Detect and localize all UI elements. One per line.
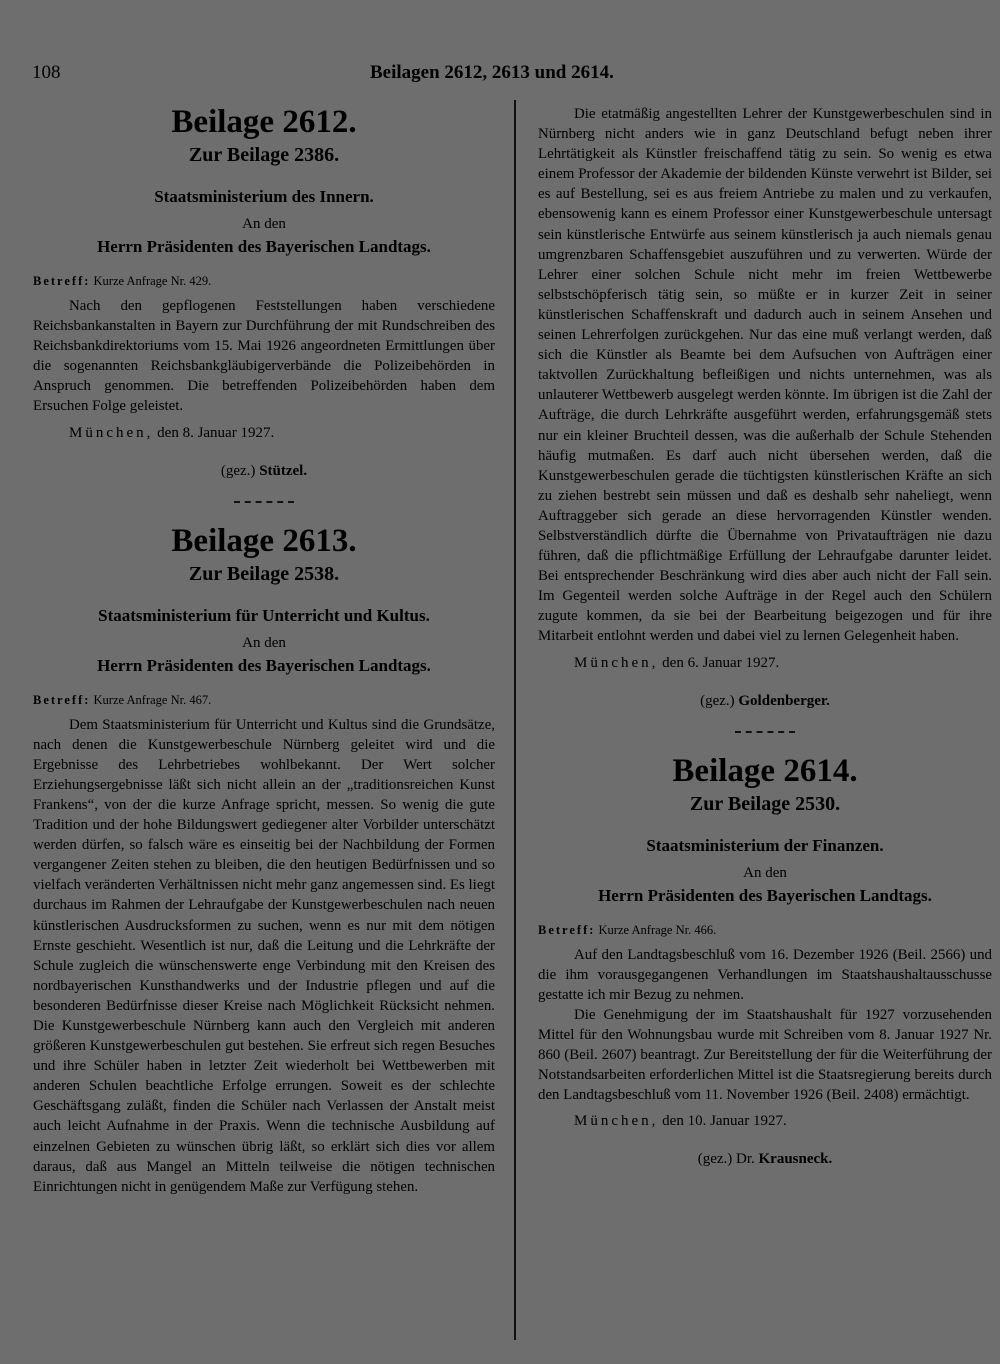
date-text: den 8. Januar 1927.	[157, 424, 275, 441]
section-separator	[234, 501, 294, 503]
subject-line	[33, 272, 495, 290]
subject-label: Betreff:	[33, 692, 91, 707]
signature-name: Krausneck.	[758, 1151, 833, 1168]
beilage-2612	[33, 104, 495, 481]
ministry-name: Staatsministerium für Unterricht und Kultus.	[98, 605, 430, 625]
addressee: Herrn Präsidenten des Bayerischen Landtags.	[598, 885, 932, 905]
beilage-title: Beilage 2614.	[672, 752, 858, 789]
signature	[538, 1149, 992, 1169]
body-paragraph: Die Genehmigung der im Staatshaushalt für 1927 vorzusehenden Mittel für den Wohnungsbau wurde mit Schreiben vom 8. Januar 1927 Nr. 860 (Beil. 2607) beantragt. Zur Bereitstellung der für die Weiterführung der Notstandsarbeiten erforderlichen Mittel ist die Staatsregierung bereits durch den Landtagsbeschluß vom 11. November 1926 (Beil. 2408) ermächtigt.	[538, 1006, 992, 1104]
beilage-title: Beilage 2613.	[171, 522, 357, 559]
subject-text: Kurze Anfrage Nr. 429.	[93, 274, 212, 288]
body-paragraph: Auf den Landtagsbeschluß vom 16. Dezember 1926 (Beil. 2566) und die ihm vorausgegangenen Verhandlungen im Staatshaushaltausschusse gestatte ich mir Bezug zu nehmen.	[538, 946, 992, 1003]
date-text: den 6. Januar 1927.	[662, 654, 780, 671]
body-paragraph: Nach den gepflogenen Feststellungen haben verschiedene Reichsbankanstalten in Bayern zur Durchführung der mit Rundschreiben des Reichsbankdirektoriums vom 15. Mai 1926 angeordneten Ermittlungen über die sogenannten Reichsbankgläubigerverbände die Polizeibehörden in Anspruch genommen. Die betreffenden Polizeibehörden haben dem Ersuchen Folge geleistet.	[33, 298, 495, 415]
right-column	[538, 104, 992, 1169]
page-header	[32, 62, 970, 88]
body-paragraph: Die etatmäßig angestellten Lehrer der Kunstgewerbeschulen sind in Nürnberg nicht anders wie in ganz Deutschland befugt neben ihrer Lehrtätigkeit als Künstler freischaffend tätig zu sein. So wenig es etwa einem Professor der Akademie der bildenden Künste verwehrt ist Bilder, sei es auf Bestellung, sei es aus freiem Antriebe zu malen und zu verkaufen, ebensowenig kann es einem Professor einer Kunstgewerbeschule untersagt sein künstlerische Entwürfe aus seinem künstlerisch ja auch niemals genau umgrenzbaren Schaffensgebiet auszuführen und zu verwerten. Würde der Lehrer einer solchen Schule nicht mehr im freien Wettbewerbe selbstschöpferisch tätig sein, so müßte er in kurzer Zeit in seiner künstlerischen Schaffenskraft und dadurch auch in seinem Ansehen und seinen Lehrerfolgen zurückgehen. Nur das eine muß verlangt werden, daß sich die Künstler als Beamte bei dem Aufsuchen von Aufträgen einer taktvollen Zurückhaltung befleißigen und nichts unternehmen, was als unlauterer Wettbewerb ausgelegt werden könnte. Im übrigen ist die Zahl der Aufträge, die durch Lehrkräfte ausgeführt werden, erfahrungsgemäß stets nur ein kleiner Bruchteil dessen, was die außerhalb der Schule Stehenden häufig mutmaßen. Es darf auch nicht übersehen werden, daß die Kunstgewerbeschulen gerade die tüchtigsten künstlerischen Kräfte an sich zu ziehen bestrebt sein müssen und daß es deshalb sehr naheliegt, wenn Auftraggeber sich gerade an diese hervorragenden Künstler wenden. Selbstverständlich dürfte die Übernahme von Privataufträgen nie dazu führen, daß die pflichtmäßige Erfüllung der Lehraufgabe darunter leidet. Bei entsprechender Beschränkung wird dies aber auch nicht der Fall sein. Im Gegenteil werden solche Aufträge in der Regel auch den Schülern zugute kommen, da sie bei der Bearbeitung beigezogen und für ihre Mitarbeit entlohnt werden und dabei viel zu lernen Gelegenheit haben.	[538, 106, 992, 645]
addressee: Herrn Präsidenten des Bayerischen Landtags.	[97, 237, 431, 256]
beilage-reference: Zur Beilage 2530.	[689, 792, 841, 815]
beilage-reference: Zur Beilage 2538.	[188, 562, 340, 585]
addressee-prefix: An den	[242, 216, 286, 232]
signature-prefix: (gez.) Dr.	[697, 1151, 755, 1168]
beilage-2614	[538, 753, 992, 1170]
beilage-2613-continued	[538, 104, 992, 711]
signature-name: Stützel.	[259, 462, 308, 479]
beilage-2613	[33, 523, 495, 1197]
date-city: München,	[574, 654, 659, 671]
column-divider	[514, 100, 516, 1340]
subject-label: Betreff:	[538, 922, 596, 937]
date-city: München,	[574, 1113, 659, 1130]
beilage-title: Beilage 2612.	[171, 104, 357, 140]
body-paragraph: Dem Staatsministerium für Unterricht und Kultus sind die Grundsätze, nach denen die Kunstgewerbeschule Nürnberg geleitet wird und die Ergebnisse des Lehrbetriebes wohlbekannt. Der Wert solcher Erziehungsergebnisse läßt sich nicht allein an der „traditionsreichen Kunst Frankens“, von der die kurze Anfrage spricht, messen. So wenig die gute Tradition und der hohe Bildungswert gediegener alter Vorbilder unterschätzt werden dürfen, so falsch wäre es einseitig bei der Nachbildung der Formen vergangener Zeiten stehen zu bleiben, die den heutigen Bedürfnissen und so vielfach veränderten Verhältnissen nicht mehr ganz angemessen sind. Es liegt durchaus im Rahmen der Lehraufgabe der Kunstgewerbeschulen nach neuen künstlerischen Ausdrucksformen zu suchen, wenn es nur mit dem nötigen Ernste geschieht. Wesentlich ist nur, daß die Leitung und die Lehrkräfte der Schule zugleich die wünschenswerte enge Verbindung mit den Kreisen des nordbayerischen Kunsthandwerks und der Industrie pflegen und auf die besonderen Bedürfnisse dieser Kreise nach Möglichkeit Rücksicht nehmen. Die Kunstgewerbeschule Nürnberg kann auch den Vergleich mit anderen größeren Kunstgewerbeschulen gut bestehen. Sie erfreut sich regen Besuches und ihre Schüler haben in letzter Zeit wiederholt bei Wettbewerben mit anderen Schulen beachtliche Erfolge errungen. Soweit es der schlechte Geschäftsgang zuläßt, finden die Schüler nach Verlassen der Anstalt meist auch leicht Aufnahme in der Praxis. Wenn die technische Ausbildung auf einzelnen Gebieten zu wünschen übrig läßt, so erklärt sich dies vor allem daraus, daß aus Mangel an Mitteln teilweise die nötigen technischen Einrichtungen nicht in genügendem Maße zur Verfügung stehen.	[33, 716, 496, 1195]
page-number: 108	[32, 62, 61, 83]
ministry-name: Staatsministerium des Innern.	[154, 187, 374, 206]
signature-prefix: (gez.)	[220, 462, 256, 479]
date-city: München,	[69, 424, 154, 441]
date-line	[69, 423, 495, 443]
section-separator	[735, 731, 795, 733]
left-column	[33, 104, 495, 1197]
ministry-name: Staatsministerium der Finanzen.	[646, 835, 884, 855]
signature-prefix: (gez.)	[700, 692, 735, 709]
subject-line	[538, 921, 992, 939]
addressee-prefix: An den	[743, 864, 787, 881]
signature	[33, 461, 495, 481]
subject-text: Kurze Anfrage Nr. 467.	[93, 692, 212, 707]
date-text: den 10. Januar 1927.	[662, 1113, 787, 1130]
running-title: Beilagen 2612, 2613 und 2614.	[370, 62, 614, 83]
subject-line	[33, 691, 495, 709]
subject-text: Kurze Anfrage Nr. 466.	[598, 922, 717, 937]
signature	[538, 691, 992, 711]
addressee-prefix: An den	[242, 634, 286, 651]
date-line	[574, 653, 992, 673]
beilage-reference: Zur Beilage 2386.	[188, 144, 340, 166]
subject-label: Betreff:	[33, 274, 91, 288]
addressee: Herrn Präsidenten des Bayerischen Landtags.	[97, 655, 431, 675]
signature-name: Goldenberger.	[738, 692, 830, 709]
date-line	[574, 1111, 992, 1131]
